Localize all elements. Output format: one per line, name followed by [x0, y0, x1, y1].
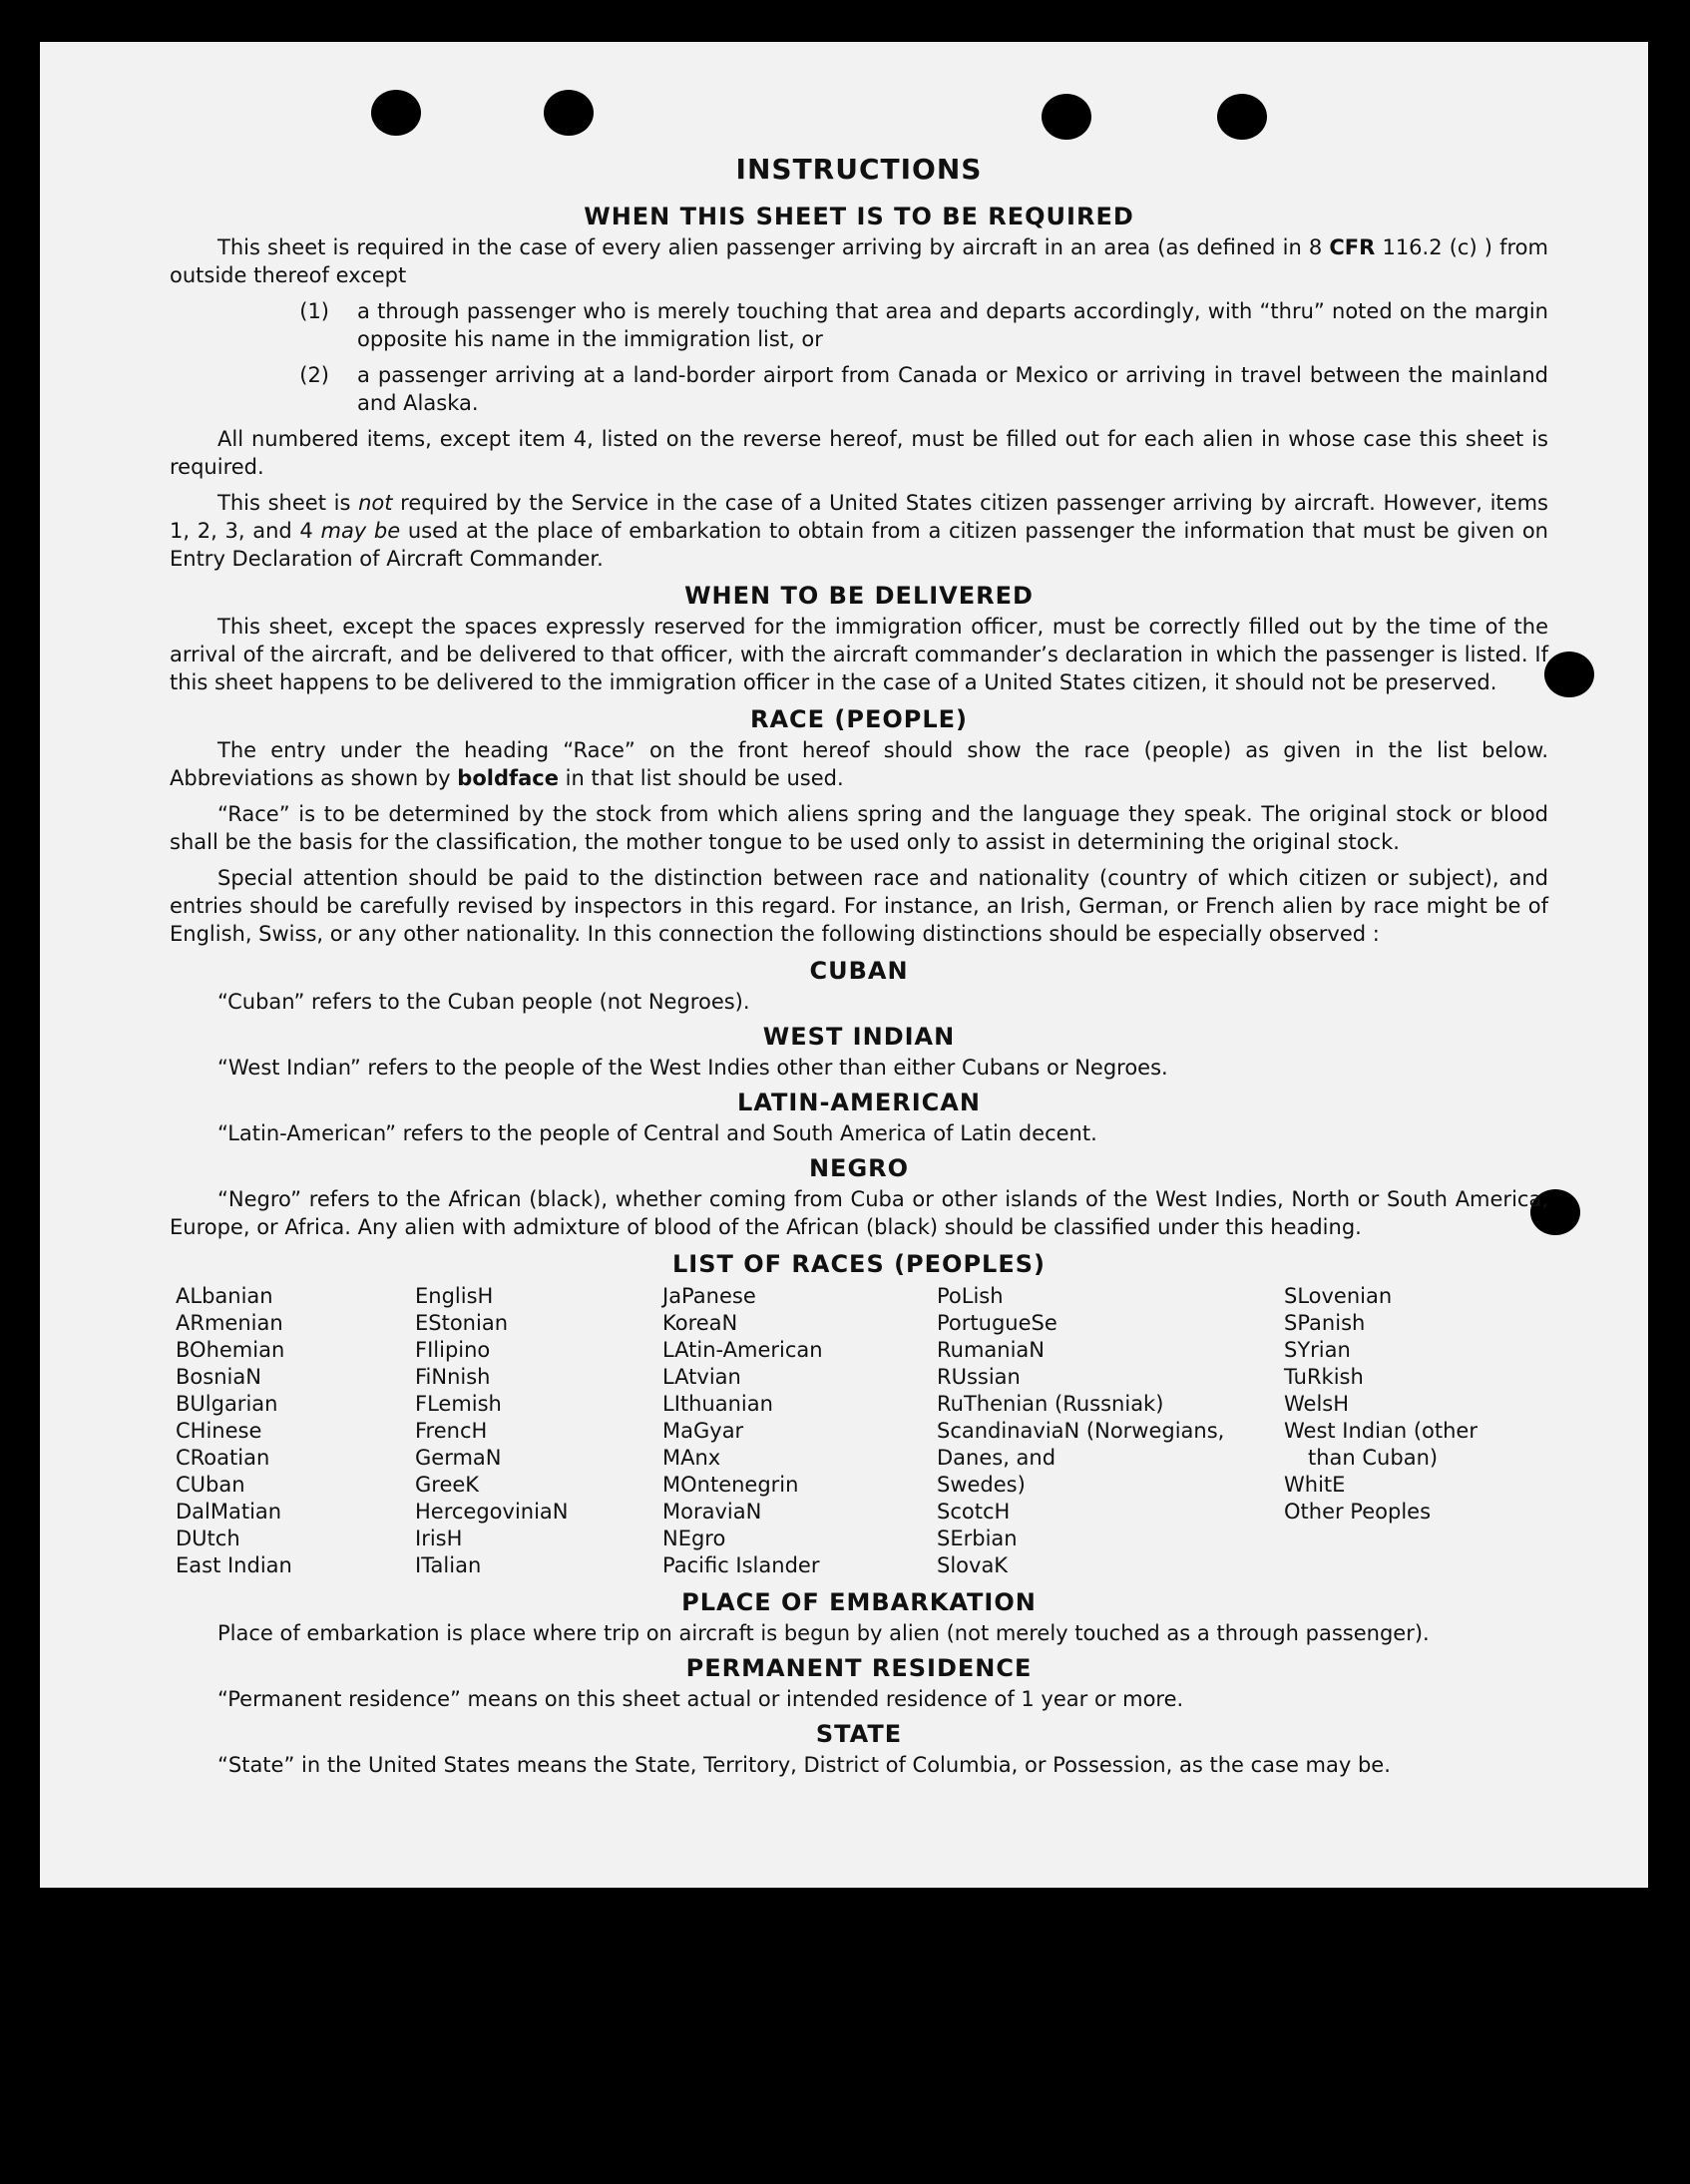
race-entry: BosniaN	[176, 1365, 261, 1389]
races-column	[415, 1283, 662, 1579]
race-entry: GermaN	[415, 1446, 502, 1470]
race-entry: SYrian	[1284, 1338, 1351, 1362]
race-entry: West Indian (other	[1284, 1419, 1478, 1443]
race-entry: EStonian	[415, 1311, 509, 1335]
race-entry: EnglisH	[415, 1284, 494, 1308]
race-entry: ITalian	[415, 1553, 482, 1577]
race-entry: TuRkish	[1284, 1365, 1364, 1389]
punch-hole	[544, 90, 594, 136]
race-entry: SPanish	[1284, 1311, 1366, 1335]
punch-hole	[1217, 94, 1267, 140]
race-entry: FIlipino	[415, 1338, 491, 1362]
race-entry: FiNnish	[415, 1365, 491, 1389]
definition-state: “State” in the United States means the State, Territory, District of Columbia, or Possession, as the case may be.	[217, 1753, 1391, 1777]
race-entry: SlovaK	[937, 1553, 1009, 1577]
section-heading-cuban: CUBAN	[809, 957, 909, 985]
item-number: (2)	[299, 363, 329, 387]
section-heading-negro: NEGRO	[808, 1154, 910, 1182]
race-entry: LAtin-American	[662, 1338, 823, 1362]
punch-hole	[1042, 94, 1091, 140]
race-entry: RuThenian (Russniak)	[937, 1392, 1164, 1416]
definition-west-indian: “West Indian” refers to the people of the West Indies other than either Cubans or Negroes.	[217, 1056, 1168, 1080]
race-entry: ALbanian	[176, 1284, 273, 1308]
race-entry: RUssian	[937, 1365, 1021, 1389]
paragraph-race-1: The entry under the heading “Race” on the front hereof should show the race (people) as given in the list below. Abbreviations as shown by boldface in that list should be used.	[170, 738, 1548, 790]
paragraph-numbered-items: All numbered items, except item 4, listed on the reverse hereof, must be filled out for each alien in whose case this sheet is required.	[170, 427, 1548, 479]
definition-permanent-residence: “Permanent residence” means on this sheet actual or intended residence of 1 year or more.	[217, 1687, 1184, 1711]
races-column	[176, 1283, 415, 1579]
definition-negro: “Negro” refers to the African (black), whether coming from Cuba or other islands of the West Indies, North or South America, Europe, or Africa. Any alien with admixture of blood of the African (black) should be classified under this heading.	[170, 1187, 1548, 1239]
race-entry: IrisH	[415, 1527, 463, 1550]
race-entry: Pacific Islander	[662, 1553, 820, 1577]
section-heading-permanent-residence: PERMANENT RESIDENCE	[685, 1654, 1033, 1682]
race-entry: BOhemian	[176, 1338, 285, 1362]
race-entry: CUban	[176, 1473, 245, 1497]
race-entry: PoLish	[937, 1284, 1004, 1308]
race-entry: MaGyar	[662, 1419, 744, 1443]
races-column	[937, 1283, 1284, 1579]
race-entry: FrencH	[415, 1419, 488, 1443]
races-list	[176, 1283, 1548, 1579]
section-heading-race: RACE (PEOPLE)	[749, 705, 969, 733]
race-entry: ARmenian	[176, 1311, 283, 1335]
definition-cuban: “Cuban” refers to the Cuban people (not Negroes).	[217, 990, 750, 1014]
race-entry: CRoatian	[176, 1446, 270, 1470]
race-entry: MoraviaN	[662, 1500, 762, 1524]
race-entry: East Indian	[176, 1553, 292, 1577]
race-entry: Swedes)	[937, 1473, 1026, 1497]
race-entry: Danes, and	[937, 1446, 1056, 1470]
race-entry: LIthuanian	[662, 1392, 773, 1416]
race-entry: than Cuban)	[1308, 1446, 1439, 1470]
page-title: INSTRUCTIONS	[735, 153, 983, 186]
paragraph-race-2: “Race” is to be determined by the stock from which aliens spring and the language they speak. The original stock or blood shall be the basis for the classification, the mother tongue to be used only to assist in determining the original stock.	[170, 802, 1548, 854]
race-entry: ScandinaviaN (Norwegians,	[937, 1419, 1225, 1443]
exception-item	[170, 361, 1548, 417]
section-heading-latin-american: LATIN-AMERICAN	[737, 1089, 981, 1116]
races-column	[1284, 1283, 1543, 1579]
section-heading-embarkation: PLACE OF EMBARKATION	[681, 1588, 1037, 1616]
document-page	[40, 42, 1648, 1888]
punch-hole	[371, 90, 421, 136]
section-heading-west-indian: WEST INDIAN	[762, 1023, 956, 1051]
race-entry: SErbian	[937, 1527, 1018, 1550]
item-text: a through passenger who is merely touching that area and departs accordingly, with “thru” noted on the margin opposite his name in the immigration list, or	[357, 299, 1548, 351]
race-entry: SLovenian	[1284, 1284, 1393, 1308]
race-entry: FLemish	[415, 1392, 502, 1416]
race-entry: GreeK	[415, 1473, 480, 1497]
punch-hole	[1544, 652, 1594, 697]
race-entry: BUlgarian	[176, 1392, 278, 1416]
race-entry: ScotcH	[937, 1500, 1011, 1524]
race-entry: MAnx	[662, 1446, 721, 1470]
definition-latin-american: “Latin-American” refers to the people of Central and South America of Latin decent.	[217, 1121, 1097, 1145]
item-number: (1)	[299, 299, 329, 323]
race-entry: Other Peoples	[1284, 1500, 1432, 1524]
race-entry: PortugueSe	[937, 1311, 1057, 1335]
item-text: a passenger arriving at a land-border airport from Canada or Mexico or arriving in travel between the mainland and Alaska.	[357, 363, 1548, 415]
race-entry: DUtch	[176, 1527, 240, 1550]
section-heading-when-required: WHEN THIS SHEET IS TO BE REQUIRED	[584, 203, 1134, 230]
instructions-body	[170, 152, 1548, 1785]
race-entry: MOntenegrin	[662, 1473, 799, 1497]
paragraph-citizen: This sheet is not required by the Service in the case of a United States citizen passenger arriving by aircraft. However, items 1, 2, 3, and 4 may be used at the place of embarkation to obtain from a citizen passenger the information that must be given on Entry Declaration of Aircraft Commander.	[170, 491, 1548, 571]
race-entry: RumaniaN	[937, 1338, 1046, 1362]
race-entry: HercegoviniaN	[415, 1500, 569, 1524]
race-entry: KoreaN	[662, 1311, 738, 1335]
race-entry: JaPanese	[662, 1284, 756, 1308]
section-heading-when-delivered: WHEN TO BE DELIVERED	[684, 582, 1034, 610]
exception-item	[170, 297, 1548, 353]
race-entry: CHinese	[176, 1419, 262, 1443]
definition-embarkation: Place of embarkation is place where trip on aircraft is begun by alien (not merely touched as a through passenger).	[217, 1621, 1430, 1645]
section-heading-list-of-races: LIST OF RACES (PEOPLES)	[672, 1250, 1046, 1278]
paragraph-delivered: This sheet, except the spaces expressly reserved for the immigration officer, must be correctly filled out by the time of the arrival of the aircraft, and be delivered to that officer, with the aircraft commander’s declaration in which the passenger is listed. If this sheet happens to be delivered to the immigration officer in the case of a United States citizen, it should not be preserved.	[170, 615, 1548, 694]
paragraph-required: This sheet is required in the case of every alien passenger arriving by aircraft in an area (as defined in 8 CFR 116.2 (c) ) from outside thereof except	[170, 235, 1548, 287]
race-entry: LAtvian	[662, 1365, 741, 1389]
section-heading-state: STATE	[815, 1720, 903, 1748]
races-column	[662, 1283, 937, 1579]
race-entry: NEgro	[662, 1527, 726, 1550]
race-entry: DalMatian	[176, 1500, 282, 1524]
paragraph-race-3: Special attention should be paid to the distinction between race and nationality (country of which citizen or subject), and entries should be carefully revised by inspectors in this regard. For instance, an Irish, German, or French alien by race might be of English, Swiss, or any other nationality. In this connection the following distinctions should be especially observed :	[170, 866, 1548, 946]
race-entry: WhitE	[1284, 1473, 1346, 1497]
race-entry: WelsH	[1284, 1392, 1350, 1416]
